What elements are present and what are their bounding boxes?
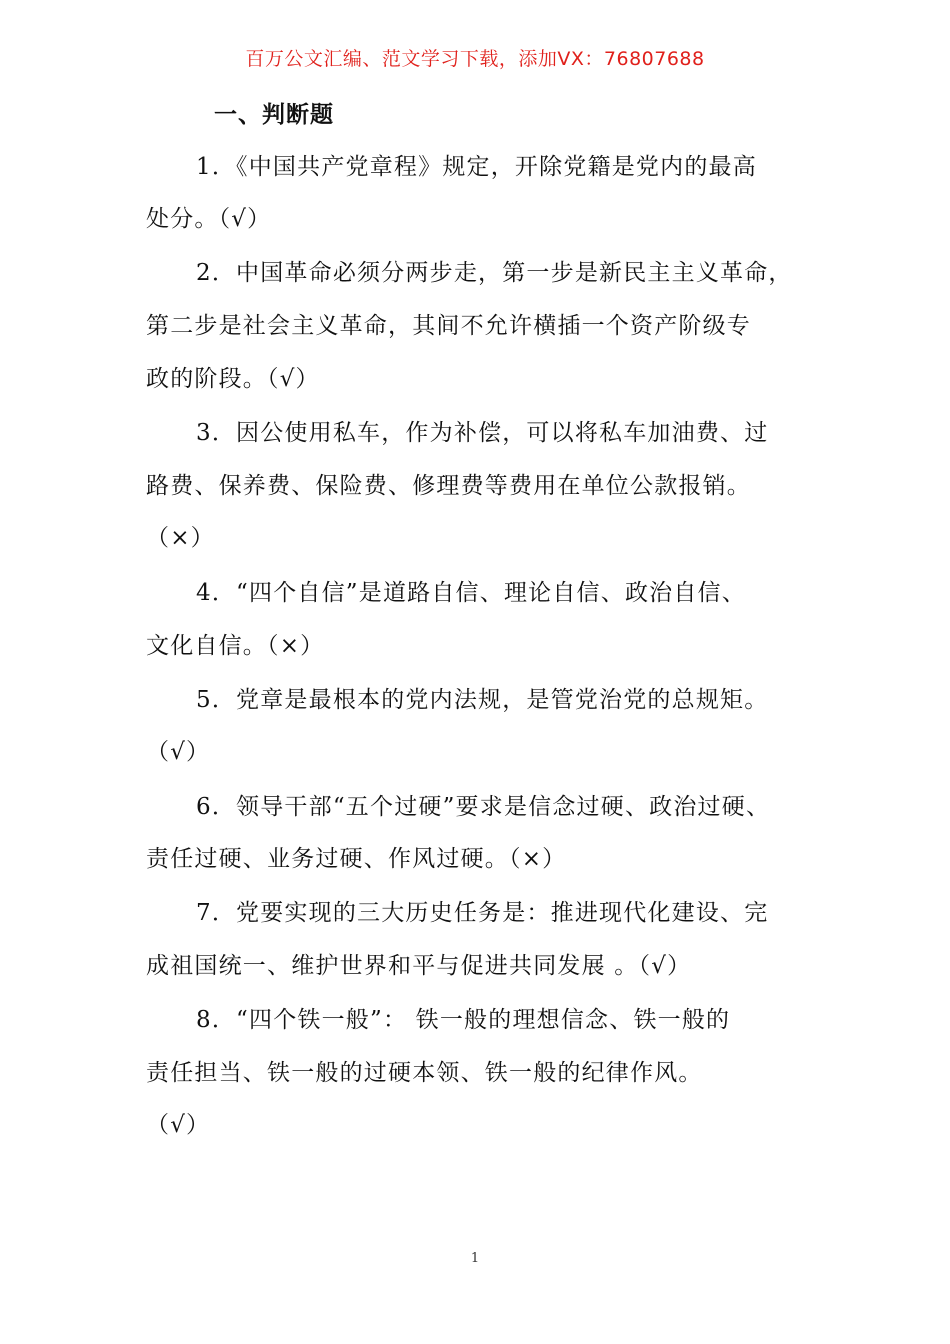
- question-5-line-1: 5．党章是最根本的党内法规，是管党治党的总规矩。: [196, 687, 769, 713]
- page-number: 1: [470, 1251, 480, 1266]
- question-8-line-1: 8．“四个铁一般”： 铁一般的理想信念、铁一般的: [196, 1007, 731, 1033]
- section-title: 一、判断题: [214, 102, 334, 128]
- question-8-line-2: 责任担当、铁一般的过硬本领、铁一般的纪律作风。: [146, 1060, 703, 1086]
- question-3-line-1: 3．因公使用私车，作为补偿，可以将私车加油费、过: [196, 420, 769, 446]
- question-2-line-3: 政的阶段。（√）: [146, 366, 320, 392]
- question-6-line-1: 6．领导干部“五个过硬”要求是信念过硬、政治过硬、: [196, 794, 771, 820]
- question-4-line-1: 4．“四个自信”是道路自信、理论自信、政治自信、: [196, 580, 746, 606]
- header-watermark: 百万公文汇编、范文学习下载，添加VX：76807688: [245, 48, 705, 70]
- question-6-line-2: 责任过硬、业务过硬、作风过硬。（×）: [146, 846, 567, 872]
- question-1-line-1: 1．《中国共产党章程》规定，开除党籍是党内的最高: [196, 154, 757, 180]
- question-4-line-2: 文化自信。（×）: [146, 633, 325, 659]
- question-2-line-2: 第二步是社会主义革命，其间不允许横插一个资产阶级专: [146, 313, 751, 339]
- question-3-line-2: 路费、保养费、保险费、修理费等费用在单位公款报销。: [146, 473, 751, 499]
- question-3-line-3: （×）: [146, 525, 215, 551]
- question-5-line-2: （√）: [146, 739, 211, 765]
- question-7-line-1: 7．党要实现的三大历史任务是：推进现代化建设、完: [196, 900, 769, 926]
- question-7-line-2: 成祖国统一、维护世界和平与促进共同发展 。（√）: [146, 953, 692, 979]
- question-2-line-1: 2．中国革命必须分两步走，第一步是新民主主义革命，: [196, 260, 793, 286]
- question-1-line-2: 处分。（√）: [146, 206, 272, 232]
- question-8-line-3: （√）: [146, 1112, 211, 1138]
